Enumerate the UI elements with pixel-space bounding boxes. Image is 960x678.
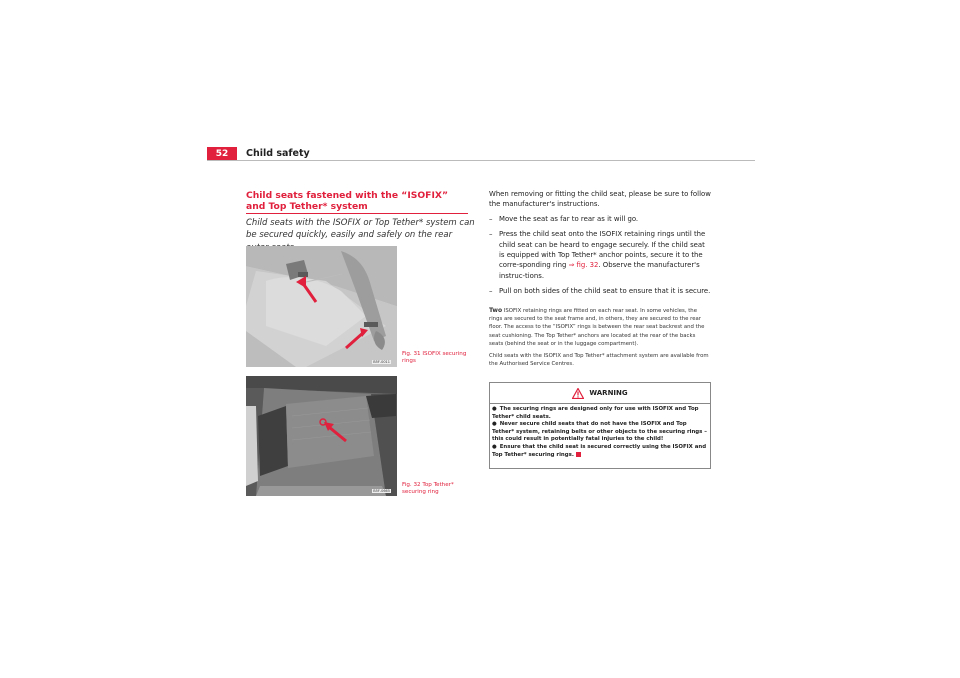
warning-box: [489, 382, 711, 469]
top-tether-ring-photo: [246, 376, 397, 496]
note-paragraph: Two ISOFIX retaining rings are fitted on each rear seat. In some vehicles, the rings are secured to the seat frame and, in others, they are secured to the rear floor. The access to the “ISOFIX” rings is between the rear seat backrest and the seat cushioning. The Top Tether* anchors are located at the rear of the backs seats (behind the seat or in the luggage compartment).: [489, 307, 705, 347]
header-rule: [207, 160, 755, 161]
instructions-lead: When removing or fitting the child seat, please be sure to follow the manufacturer's instructions.: [489, 190, 711, 209]
figure-caption: Fig. 32 Top Tether* securing ring: [402, 482, 454, 496]
instruction-step: – Move the seat as far to rear as it will go.: [489, 215, 639, 224]
instruction-step: – Press the child seat onto the ISOFIX retaining rings until the child seat can be heard to engage securely. If the child seat is equipped with Top Tether* anchor points, secure it to the corre-sponding ring ⇒ fig. 32. Observe the manufacturer's instruc-tions.: [489, 230, 706, 280]
warning-triangle-icon: [572, 388, 584, 399]
instructions: [489, 189, 711, 296]
warning-item: ● The securing rings are designed only for use with ISOFIX and Top Tether* child seats.: [492, 406, 699, 420]
isofix-rings-photo: [246, 246, 397, 367]
figure-code: B5F-0665: [373, 489, 390, 493]
notes: [489, 307, 711, 368]
page-number-badge: 52: [207, 147, 237, 161]
section-title: Child seats fastened with the “ISOFIX” and Top Tether* system: [246, 190, 468, 214]
note-paragraph: Child seats with the ISOFIX and Top Tether* attachment system are available from the Authorised Service Centres.: [489, 353, 709, 368]
warning-title: WARNING: [589, 389, 628, 397]
warning-item: ● Ensure that the child seat is secured correctly using the ISOFIX and Top Tether* securing rings.: [492, 443, 707, 458]
figure-caption: Fig. 31 ISOFIX securing rings: [402, 351, 467, 365]
instruction-step: – Pull on both sides of the child seat to ensure that it is secure.: [489, 286, 711, 295]
warning-header: [490, 383, 710, 404]
end-of-section-marker: [576, 452, 581, 457]
warning-item: ● Never secure child seats that do not have the ISOFIX and Top Tether* system, retaining belts or other objects to the securing rings – this could result in potentially fatal injuries to the child!: [492, 421, 707, 443]
figure-reference-link[interactable]: ⇒ fig. 32: [568, 261, 599, 270]
figure-code: B5F-0011: [373, 360, 390, 364]
section-intro: Child seats with the ISOFIX or Top Tether* system can be secured quickly, easily and safely on the rear: [246, 218, 475, 241]
chapter-title: Child safety: [246, 148, 310, 159]
